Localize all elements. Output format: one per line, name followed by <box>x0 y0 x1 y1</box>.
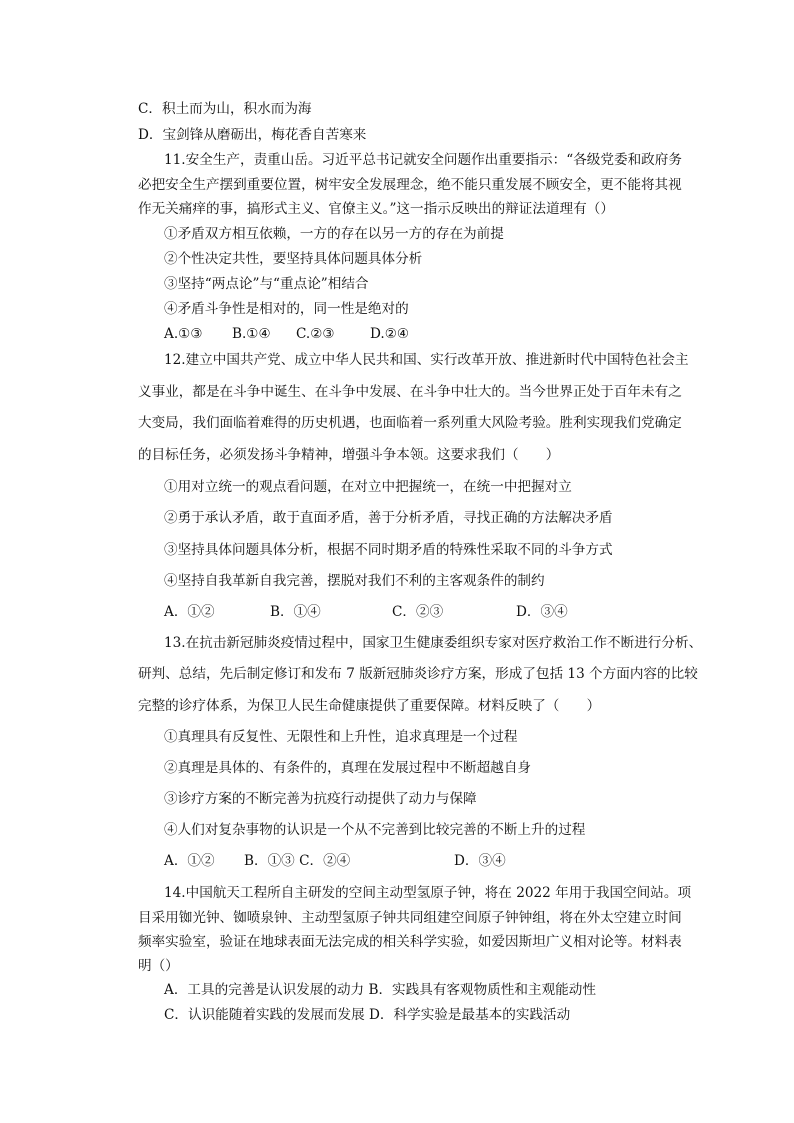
q10-option-c: C．积土而为山，积水而为海 <box>138 101 312 117</box>
q12-item-4: ④坚持自我革新自我完善，摆脱对我们不利的主客观条件的制约 <box>164 573 545 589</box>
q11-option-d: D.②④ <box>370 326 410 342</box>
q12-option-d: D．③④ <box>516 604 568 620</box>
q13-item-3: ③诊疗方案的不断完善为抗疫行动提供了动力与保障 <box>164 791 477 807</box>
q12-stem-line-1: 12.建立中国共产党、成立中华人民共和国、实行改革开放、推进新时代中国特色社会主 <box>164 352 689 368</box>
q12-item-2: ②勇于承认矛盾，敢于直面矛盾，善于分析矛盾，寻找正确的方法解决矛盾 <box>164 510 613 526</box>
q11-stem-line-2: 必把安全生产摆到重要位置，树牢安全发展理念，绝不能只重发展不顾安全，更不能将其视 <box>138 177 682 193</box>
q14-options-line-1: A．工具的完善是认识发展的动力 B．实践具有客观物质性和主观能动性 <box>164 982 596 998</box>
q13-item-4: ④人们对复杂事物的认识是一个从不完善到比较完善的不断上升的过程 <box>164 822 586 838</box>
q12-stem-line-2: 义事业，都是在斗争中诞生、在斗争中发展、在斗争中壮大的。当今世界正处于百年未有之 <box>138 384 682 400</box>
q12-option-a: A．①② <box>164 604 215 620</box>
q14-stem-line-2: 目采用铷光钟、铷喷泉钟、主动型氢原子钟共同组建空间原子钟钟组，将在外太空建立时间 <box>138 910 682 926</box>
q12-item-1: ①用对立统一的观点看问题，在对立中把握统一，在统一中把握对立 <box>164 479 572 495</box>
q10-option-d: D．宝剑锋从磨砺出，梅花香自苦寒来 <box>138 127 367 143</box>
q11-option-c: C.②③ <box>296 326 335 342</box>
q12-stem-line-3: 大变局，我们面临着难得的历史机遇，也面临着一系列重大风险考验。胜利实现我们党确定 <box>138 415 682 431</box>
q12-option-c: C．②③ <box>392 604 444 620</box>
q13-stem-line-2: 研判、总结，先后制定修订和发布 7 版新冠肺炎诊疗方案，形成了包括 13 个方面内容的比较 <box>138 666 698 682</box>
q11-item-3: ③坚持“两点论”与“重点论”相结合 <box>164 276 369 292</box>
q11-option-b: B.①④ <box>232 326 271 342</box>
q13-item-1: ①真理具有反复性、无限性和上升性，追求真理是一个过程 <box>164 729 518 745</box>
q14-stem-line-3: 频率实验室，验证在地球表面无法完成的相关科学实验，如爱因斯坦广义相对论等。材料表 <box>138 934 682 950</box>
q14-stem-line-4: 明（） <box>138 958 179 974</box>
q11-item-4: ④矛盾斗争性是相对的，同一性是绝对的 <box>164 301 409 317</box>
q13-item-2: ②真理是具体的、有条件的，真理在发展过程中不断超越自身 <box>164 760 532 776</box>
q13-option-a: A．①② <box>164 853 215 869</box>
q11-item-2: ②个性决定共性，要坚持具体问题具体分析 <box>164 251 423 267</box>
q12-stem-line-4: 的目标任务，必须发扬斗争精神，增强斗争本领。这要求我们（ ） <box>138 447 560 463</box>
q11-stem-line-3: 作无关痛痒的事，搞形式主义、官僚主义。”这一指示反映出的辩证法道理有（） <box>138 201 614 217</box>
q11-option-a: A.①③ <box>164 326 203 342</box>
q13-option-d: D．③④ <box>454 853 506 869</box>
q11-stem-line-1: 11.安全生产，责重山岳。习近平总书记就安全问题作出重要指示：“各级党委和政府务 <box>164 152 682 168</box>
q12-option-b: B．①④ <box>270 604 321 620</box>
q14-options-line-2: C．认识能随着实践的发展而发展 D．科学实验是最基本的实践活动 <box>164 1007 571 1023</box>
q12-item-3: ③坚持具体问题具体分析，根据不同时期矛盾的特殊性采取不同的斗争方式 <box>164 542 613 558</box>
q13-stem-line-3: 完整的诊疗体系，为保卫人民生命健康提供了重要保障。材料反映了（ ） <box>138 698 601 714</box>
q13-option-b-c: B．①③ C．②④ <box>244 853 351 869</box>
q13-stem-line-1: 13.在抗击新冠肺炎疫情过程中，国家卫生健康委组织专家对医疗救治工作不断进行分析、 <box>164 635 703 651</box>
q14-stem-line-1: 14.中国航天工程所自主研发的空间主动型氢原子钟，将在 2022 年用于我国空间站。项 <box>164 885 692 901</box>
q11-item-1: ①矛盾双方相互依赖，一方的存在以另一方的存在为前提 <box>164 226 504 242</box>
